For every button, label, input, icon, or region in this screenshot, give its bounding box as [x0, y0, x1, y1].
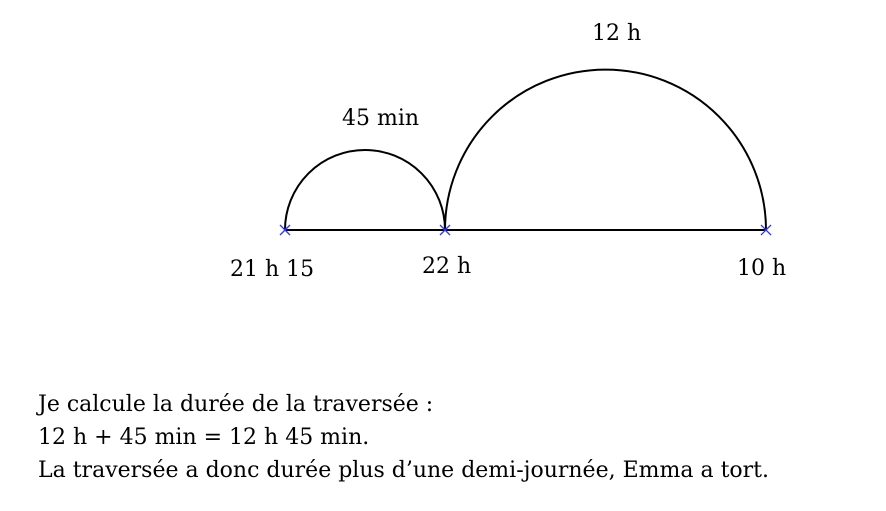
arc-12-h [445, 70, 766, 230]
point-label-end: 10 h [737, 256, 787, 281]
explanation-text [38, 388, 769, 487]
explanation-line-1: Je calcule la durée de la traversée : [38, 392, 434, 417]
point-label-middle: 22 h [422, 254, 472, 279]
explanation-line-3: La traversée a donc durée plus d’une demi-journée, Emma a tort. [38, 458, 770, 483]
arc-label-45-min: 45 min [342, 106, 420, 131]
point-label-start: 21 h 15 [230, 257, 315, 282]
arc-label-12-h: 12 h [592, 21, 642, 46]
arc-45-min [285, 150, 445, 230]
explanation-line-2: 12 h + 45 min = 12 h 45 min. [38, 425, 370, 450]
